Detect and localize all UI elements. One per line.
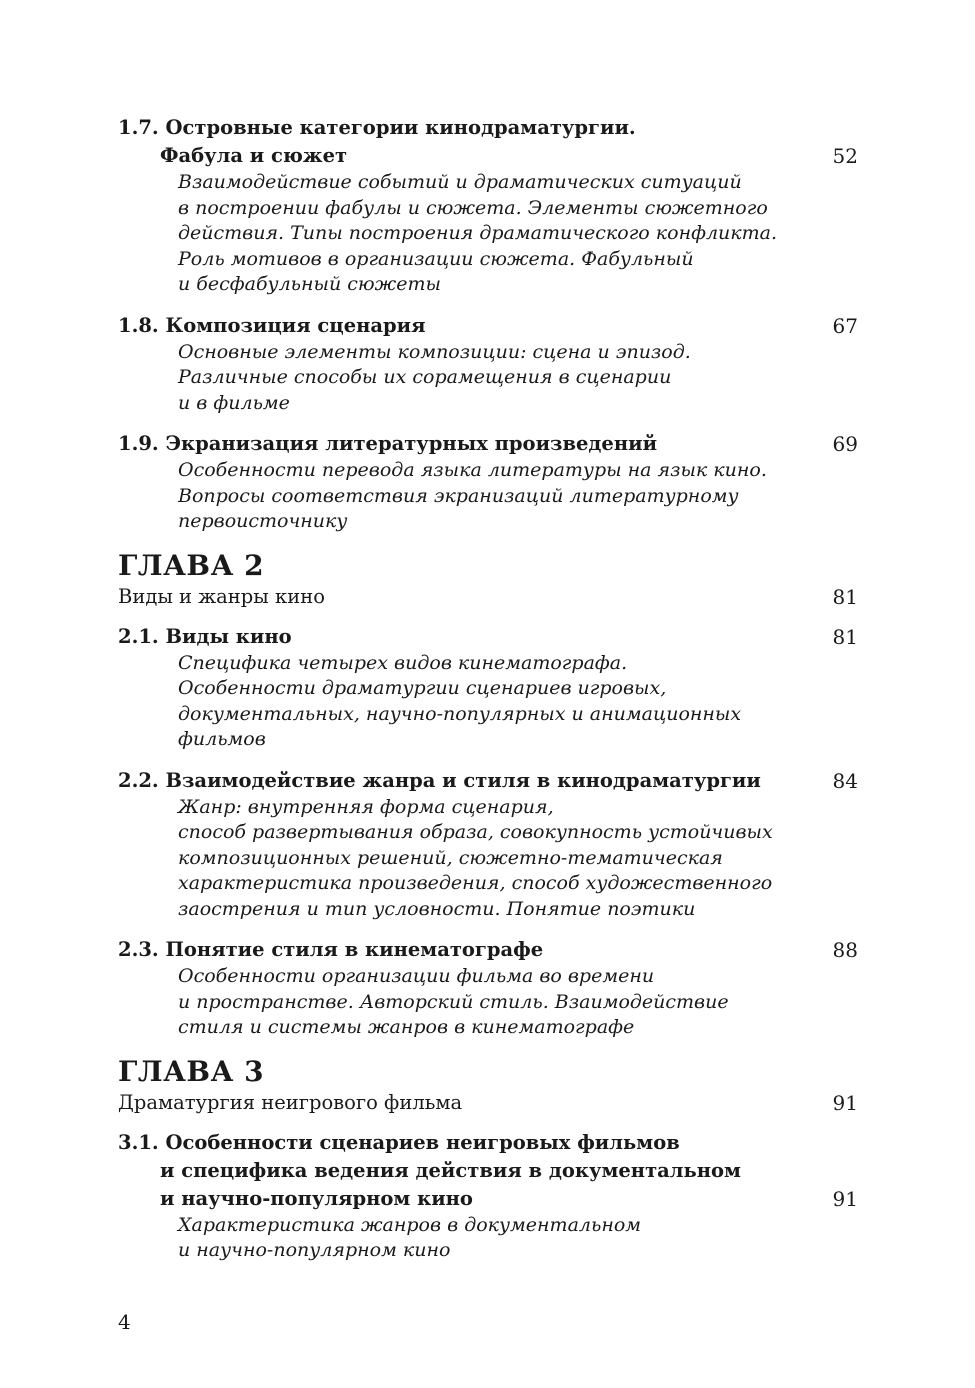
section-title-line: 1.9. Экранизация литературных произведений [118, 432, 658, 455]
description-line: Основные элементы композиции: сцена и эпизод. [178, 340, 691, 363]
section-title-line: 2.2. Взаимодействие жанра и стиля в кинодраматургии [118, 768, 761, 792]
page-number: 81 [832, 624, 858, 649]
page-number: 84 [832, 768, 858, 793]
page-number: 67 [832, 313, 858, 338]
section-title-line: Фабула и сюжет [160, 144, 348, 167]
toc-group-chapter-1 [118, 114, 858, 535]
page-number: 69 [832, 432, 858, 456]
page-number: 91 [832, 1090, 858, 1115]
description-line: Вопросы соответствия экранизаций литературному [178, 484, 739, 507]
section-description [118, 651, 818, 753]
section-title-line: 2.1. Виды кино [118, 624, 292, 648]
chapter-3-header [118, 1055, 858, 1117]
chapter-subtitle: Драматургия неигрового фильма [118, 1090, 463, 1114]
toc-group-chapter-2 [118, 623, 858, 1041]
description-line: заострения и тип условности. Понятие поэтики [178, 897, 696, 920]
description-line: Характеристика жанров в документальном [178, 1213, 642, 1236]
section-title-line: 2.3. Понятие стиля в кинематографе [118, 938, 544, 961]
description-line: Взаимодействие событий и драматических ситуаций [178, 171, 742, 193]
section-title-line: и специфика ведения действия в документальном [160, 1158, 741, 1182]
description-line: Роль мотивов в организации сюжета. Фабульный [178, 247, 694, 270]
section-description [118, 795, 818, 923]
toc-entry [118, 767, 858, 923]
section-description [118, 1213, 818, 1264]
section-title [118, 767, 761, 795]
toc-entry [118, 114, 858, 298]
section-title [118, 312, 758, 340]
description-line: Различные способы их сорамещения в сценарии [178, 366, 672, 388]
description-line: Особенности перевода языка литературы на язык кино. [178, 459, 767, 481]
section-title [118, 430, 758, 458]
section-description [118, 170, 818, 298]
section-title [118, 1129, 758, 1213]
chapter-2-header [118, 549, 858, 611]
description-line: и научно-популярном кино [178, 1239, 451, 1261]
description-line: Особенности драматургии сценариев игровых, [178, 677, 667, 699]
toc-entry [118, 430, 858, 535]
chapter-subtitle: Виды и жанры кино [118, 584, 325, 608]
description-line: документальных, научно-популярных и анимационных [178, 702, 742, 725]
description-line: Жанр: внутренняя форма сценария, [178, 795, 554, 818]
description-line: фильмов [178, 728, 266, 750]
page-number: 91 [832, 1186, 858, 1211]
section-description [118, 964, 818, 1041]
section-title-line: 3.1. Особенности сценариев неигровых фильмов [118, 1130, 680, 1154]
toc-entry [118, 623, 858, 753]
chapter-heading: ГЛАВА 3 [118, 1054, 265, 1088]
folio-page-number: 4 [118, 1310, 131, 1334]
description-line: первоисточнику [178, 510, 348, 532]
section-title [118, 936, 758, 964]
section-description [118, 458, 818, 535]
section-description [118, 340, 818, 417]
description-line: и в фильме [178, 391, 290, 414]
description-line: Особенности организации фильма во времени [178, 965, 655, 987]
toc-group-chapter-3 [118, 1129, 858, 1264]
description-line: в построении фабулы и сюжета. Элементы сюжетного [178, 196, 768, 219]
description-line: Специфика четырех видов кинематографа. [178, 651, 628, 674]
section-title [118, 114, 758, 170]
section-title-line: и научно-популярном кино [160, 1186, 473, 1210]
page-number: 88 [832, 938, 858, 962]
section-title [118, 623, 758, 651]
page-number: 52 [832, 144, 858, 168]
chapter-heading: ГЛАВА 2 [118, 548, 265, 582]
description-line: и бесфабульный сюжеты [178, 273, 441, 295]
section-title-line: 1.8. Композиция сценария [118, 313, 426, 337]
description-line: характеристика произведения, способ художественного [178, 872, 773, 894]
description-line: способ развертывания образа, совокупность устойчивых [178, 821, 773, 843]
toc-entry [118, 936, 858, 1041]
page-number: 81 [832, 584, 858, 609]
section-title-line: 1.7. Островные категории кинодраматургии. [118, 116, 636, 139]
description-line: и пространстве. Авторский стиль. Взаимодействие [178, 990, 729, 1013]
description-line: стиля и системы жанров в кинематографе [178, 1016, 635, 1038]
description-line: композиционных решений, сюжетно-тематическая [178, 846, 723, 869]
toc-entry [118, 1129, 858, 1264]
table-of-contents [118, 114, 858, 1278]
description-line: действия. Типы построения драматического конфликта. [178, 222, 778, 244]
toc-entry [118, 312, 858, 417]
